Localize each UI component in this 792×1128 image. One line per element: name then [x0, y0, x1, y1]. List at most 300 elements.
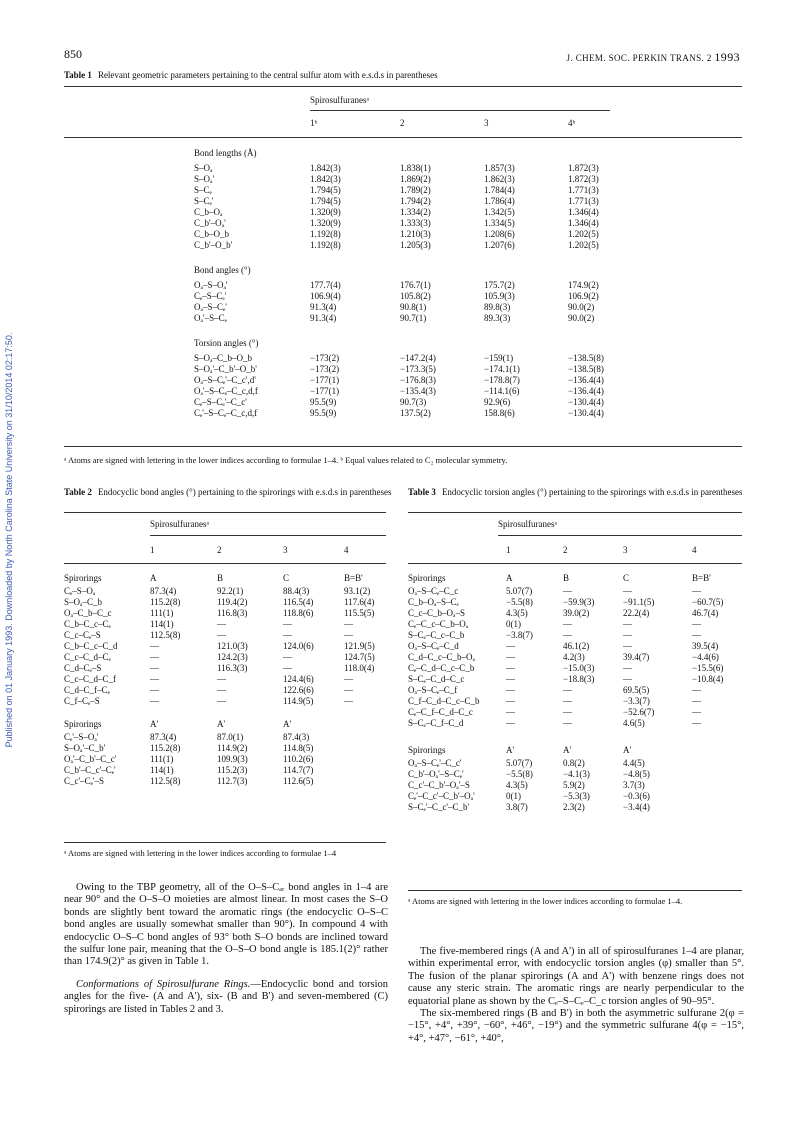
- table1-column-headers: [0, 118, 792, 130]
- table1-cell: −114.1(6): [484, 386, 520, 396]
- table1-cell: −174.1(1): [484, 364, 520, 374]
- table1-row-label: S–Oₐ': [194, 174, 215, 184]
- table1-row-label: S–Cₑ': [194, 196, 214, 206]
- table3-block-head: Spirorings: [408, 745, 446, 755]
- table3-cell: −3.8(7): [506, 630, 533, 640]
- table1-cell: 1.786(4): [484, 196, 515, 206]
- table2-cell: 111(1): [150, 754, 174, 764]
- table1-cell: 1.192(8): [310, 229, 341, 239]
- table2-cell: —: [150, 685, 159, 695]
- table1-row-label: S–Cₑ: [194, 185, 212, 195]
- table1-cell: 1.342(5): [484, 207, 515, 217]
- table1-cell: 1.334(5): [484, 218, 515, 228]
- table2-cell: 117.6(4): [344, 597, 375, 607]
- table1-cell: 1.869(2): [400, 174, 431, 184]
- table2-cell: S–Oₐ–C_b: [64, 597, 102, 607]
- table2-cell: 87.0(1): [217, 732, 244, 742]
- table1-cell: 106.9(2): [568, 291, 599, 301]
- table3-cell: Cₑ–C_f–C_d–C_c: [408, 707, 473, 717]
- table2-cell: —: [344, 685, 353, 695]
- table3-cell: 46.1(2): [563, 641, 590, 651]
- table3-cell: 4.4(5): [623, 758, 645, 768]
- table2-cell: C_c–Cₑ–S: [64, 630, 101, 640]
- table1-row-label: Oₐ–S–Cₑ'–C_c',d': [194, 375, 256, 385]
- table1-cell: −159(1): [484, 353, 514, 363]
- table3-cell: —: [623, 674, 632, 684]
- table1-row-label: Oₐ–S–Cₑ': [194, 302, 227, 312]
- table2-label: Table 2: [64, 487, 92, 497]
- table2-cell: 112.5(8): [150, 776, 181, 786]
- table1-row-label: C_b–Oₐ: [194, 207, 223, 217]
- table1-cell: 92.9(6): [484, 397, 511, 407]
- table3-cell: −60.7(5): [692, 597, 724, 607]
- table3-cell: —: [506, 652, 515, 662]
- table1-cell: 91.3(4): [310, 313, 337, 323]
- table1-row-label: C_b'–Oₐ': [194, 218, 226, 228]
- table3-cell: S–Cₑ–C_d–C_c: [408, 674, 465, 684]
- table2-group-header: Spirosulfuranesᵃ: [150, 519, 209, 529]
- table2-cell: 114(1): [150, 765, 174, 775]
- table2-cell: —: [217, 685, 226, 695]
- table1-row-label: S–Oₐ–C_b–O_b: [194, 353, 252, 363]
- table3-cell: C_c'–C_b'–Oₐ'–S: [408, 780, 470, 790]
- table1-cell: 1.346(4): [568, 207, 599, 217]
- table3-cell: −15.0(3): [563, 663, 595, 673]
- table3-cell: −3.4(4): [623, 802, 650, 812]
- table3-block-head: B: [563, 573, 570, 583]
- table1-cell: 174.9(2): [568, 280, 599, 290]
- table1-cell: −135.4(3): [400, 386, 436, 396]
- table3-top-rule: [408, 512, 742, 513]
- table1-cell: 1.794(5): [310, 185, 341, 195]
- table3-cell: C_c–C_b–Oₐ–S: [408, 608, 465, 618]
- table2-cell: C_b–C_c–Cₑ: [64, 619, 111, 629]
- table2-cell: C_d–C_f–Cₑ: [64, 685, 110, 695]
- table2-cell: 112.6(5): [283, 776, 314, 786]
- table2-cell: 116.5(4): [283, 597, 314, 607]
- table3-cell: −15.5(6): [692, 663, 724, 673]
- table2-cell: —: [283, 630, 292, 640]
- section-heading: Conformations of Spirosulfurane Rings.: [76, 978, 251, 990]
- table1-cell: 177.7(4): [310, 280, 341, 290]
- table2-cell: 119.4(2): [217, 597, 248, 607]
- table2-cell: —: [150, 663, 159, 673]
- table2-caption-text: Endocyclic bond angles (°) pertaining to the spirorings with e.s.d.s in parentheses: [97, 487, 392, 497]
- table3-label: Table 3: [408, 487, 436, 497]
- table2-cell: C_f–Cₑ–S: [64, 696, 100, 706]
- table1-section-title: Torsion angles (°): [194, 338, 259, 348]
- table1-row-label: Cₑ–S–Cₑ': [194, 291, 227, 301]
- table3-cell: —: [623, 630, 632, 640]
- right-paragraph-2: The six-membered rings (B and B') in both the asymmetric sulfurane 2(φ = −15°, +4°, +39°, −60°, +46°, −19°) and the symmetric sulfurane 4(φ = −15°, +4°, +47°, −61°, +40°,: [408, 1008, 744, 1044]
- table3-cell: —: [623, 586, 632, 596]
- t2-col-header: 1: [150, 545, 155, 555]
- table3-cell: —: [563, 718, 572, 728]
- table3-cell: 4.3(5): [506, 780, 528, 790]
- table3-cell: Cₑ–C_c–C_b–Oₐ: [408, 619, 469, 629]
- table3-cell: —: [563, 586, 572, 596]
- table1-cell: 1.320(9): [310, 218, 341, 228]
- table1-cell: 90.7(3): [400, 397, 427, 407]
- table1-cell: 175.7(2): [484, 280, 515, 290]
- table3-block-head: A': [623, 745, 632, 755]
- table2-cell: 110.2(6): [283, 754, 314, 764]
- table2-cell: 114.9(5): [283, 696, 314, 706]
- table3-group-header: Spirosulfuranesᵃ: [498, 519, 557, 529]
- table1-cell: 1.334(2): [400, 207, 431, 217]
- table3-block-head: A': [563, 745, 572, 755]
- table3-cell: 22.2(4): [623, 608, 650, 618]
- table1-cell: 95.5(9): [310, 408, 337, 418]
- journal-year: 1993: [714, 50, 740, 64]
- t2-col-header: 3: [283, 545, 288, 555]
- table2-cell: S–Oₐ'–C_b': [64, 743, 106, 753]
- table2-cell: 124.4(6): [283, 674, 314, 684]
- table3-block-head: B=B': [692, 573, 711, 583]
- table2-cell: 114.9(2): [217, 743, 248, 753]
- table1-cell: 1.346(4): [568, 218, 599, 228]
- table1-row-label: C_b–O_b: [194, 229, 230, 239]
- table1-section-title: Bond lengths (Å): [194, 148, 257, 158]
- table3-cell: S–Cₑ–C_c–C_b: [408, 630, 465, 640]
- table3-block-head: A': [506, 745, 515, 755]
- table1-cell: −138.5(8): [568, 353, 604, 363]
- table3-cell: −18.8(3): [563, 674, 595, 684]
- table2-cell: 93.1(2): [344, 586, 371, 596]
- table2-cell: —: [344, 696, 353, 706]
- table1-cell: 1.771(3): [568, 196, 599, 206]
- page-number: 850: [64, 47, 82, 61]
- table1-col-header: 3: [484, 118, 489, 128]
- table2-cell: 121.9(5): [344, 641, 375, 651]
- table2-cell: 111(1): [150, 608, 174, 618]
- table3-cell: —: [692, 630, 701, 640]
- table2-cell: 114(1): [150, 619, 174, 629]
- table2-cell: —: [344, 619, 353, 629]
- table3-cell: —: [563, 707, 572, 717]
- t3-col-header: 4: [692, 545, 697, 555]
- table3-cell: −3.3(7): [623, 696, 650, 706]
- table1-cell: −177(1): [310, 375, 340, 385]
- table1-row-label: Cₑ'–S–Cₑ–C_c,d,f: [194, 408, 258, 418]
- table1-cell: 158.8(6): [484, 408, 515, 418]
- table1-cell: 1.862(3): [484, 174, 515, 184]
- table1-cell: −173(2): [310, 364, 340, 374]
- table1-row-label: Oₐ–S–Oₐ': [194, 280, 228, 290]
- table3-cell: −4.4(6): [692, 652, 719, 662]
- table2-cell: 118.0(4): [344, 663, 375, 673]
- table3-cell: —: [506, 641, 515, 651]
- t2-col-header: 2: [217, 545, 222, 555]
- table2-cell: —: [150, 641, 159, 651]
- table3-cell: −10.8(4): [692, 674, 724, 684]
- table3-cell: 4.3(5): [506, 608, 528, 618]
- table3-cell: 4.2(3): [563, 652, 585, 662]
- table1-cell: 1.771(3): [568, 185, 599, 195]
- table3-cell: 39.5(4): [692, 641, 719, 651]
- table1-cell: 105.9(3): [484, 291, 515, 301]
- t3-col-header: 1: [506, 545, 511, 555]
- table1-cell: 90.8(1): [400, 302, 427, 312]
- table2-cell: —: [217, 630, 226, 640]
- table3-cell: 39.4(7): [623, 652, 650, 662]
- table2-cell: —: [150, 674, 159, 684]
- table2-cell: 87.4(3): [283, 732, 310, 742]
- table1-cell: 137.5(2): [400, 408, 431, 418]
- table3-block-head: C: [623, 573, 630, 583]
- table1-cell: −178.8(7): [484, 375, 520, 385]
- table3-cell: −59.9(3): [563, 597, 595, 607]
- table2-cell: 121.0(3): [217, 641, 248, 651]
- table3-cell: —: [692, 685, 701, 695]
- table3-cell: —: [563, 630, 572, 640]
- table2-cell: 115.5(5): [344, 608, 375, 618]
- table3-cell: −5.3(3): [563, 791, 590, 801]
- table2-cell: —: [344, 674, 353, 684]
- table3-cell: C_b'–Oₐ'–S–Cₑ': [408, 769, 464, 779]
- table2-cell: 112.7(3): [217, 776, 248, 786]
- table1-col-header: 4ᵇ: [568, 118, 576, 128]
- table3-cell: 0(1): [506, 619, 521, 629]
- table1-cell: 1.794(2): [400, 196, 431, 206]
- t2-col-header: 4: [344, 545, 349, 555]
- table2-block-head: B=B': [344, 573, 363, 583]
- table3-cell: −4.8(5): [623, 769, 650, 779]
- table2-cell: 112.5(8): [150, 630, 181, 640]
- table3-cell: —: [563, 685, 572, 695]
- table1-cell: 90.0(2): [568, 302, 595, 312]
- table3-block-head: A: [506, 573, 513, 583]
- table1-cell: 176.7(1): [400, 280, 431, 290]
- table3-cell: −5.5(8): [506, 769, 533, 779]
- table3-block-head: Spirorings: [408, 573, 446, 583]
- table1-cell: 1.842(3): [310, 163, 341, 173]
- table3-cell: —: [623, 619, 632, 629]
- left-paragraph-1: Owing to the TBP geometry, all of the O–S–Cₐᵣ bond angles in 1–4 are near 90° and the O–S–O moieties are almost linear. In most cases the S–O bonds are slightly bent toward the aromatic rings (the endocyclic O–S–C bond angles are usually somewhat smaller than 90°). In compound 4 with endocyclic O–S–C bond angles of 93° both S–O bonds are inclined toward the sulfur lone pair, meaning that the O–S–O bond angle is 185.1(2)° rather than 174.9(2)° as given in Table 1.: [64, 882, 388, 968]
- table3-cell: S–Cₑ'–C_c'–C_b': [408, 802, 470, 812]
- table3-column-headers: [0, 545, 792, 557]
- table3-footnote: ᵃ Atoms are signed with lettering in the lower indices according to formulae 1–4.: [408, 896, 683, 906]
- table3-cell: Cₑ–C_d–C_c–C_b: [408, 663, 475, 673]
- table1-header-rule: [64, 137, 742, 138]
- table2-cell: 114.8(5): [283, 743, 314, 753]
- table1-cell: 1.857(3): [484, 163, 515, 173]
- left-paragraph-2-text: —Endocyclic bond and torsion angles for the five- (A and A'), six- (B and B') and seven-membered (C) spirorings are listed in Tables 2 and 3.: [64, 978, 388, 1015]
- table2-bottom-rule: [64, 842, 386, 843]
- table3-cell: —: [506, 696, 515, 706]
- table1-row-label: Cₑ–S–Cₑ'–C_c': [194, 397, 247, 407]
- table2-cell: Cₑ'–S–Oₐ': [64, 732, 99, 742]
- table1-caption-text: Relevant geometric parameters pertaining to the central sulfur atom with e.s.d.s in parentheses: [97, 70, 438, 80]
- t3-col-header: 3: [623, 545, 628, 555]
- right-paragraph-1: The five-membered rings (A and A') in all of spirosulfuranes 1–4 are planar, within experimental error, with endocyclic torsion angles (φ) smaller than 5°. The fusion of the planar spirorings (A and A') with benzene rings does not cause any steric strain. The aromatic rings are nearly perpendicular to the equatorial plane as shown by the Cₑ–S–Cₑ–C_c torsion angles of 90–95°.: [408, 946, 744, 1007]
- table3-group-rule: [498, 535, 742, 536]
- table1-cell: 1.784(4): [484, 185, 515, 195]
- table1-cell: 1.794(5): [310, 196, 341, 206]
- table1-cell: 89.3(3): [484, 313, 511, 323]
- table2-cell: C_c'–Cₑ'–S: [64, 776, 105, 786]
- table2-block-head: C: [283, 573, 290, 583]
- table2-cell: C_d–Cₑ–S: [64, 663, 102, 673]
- table3-cell: −91.1(5): [623, 597, 655, 607]
- table3-bottom-rule: [408, 890, 742, 891]
- table2-top-rule: [64, 512, 386, 513]
- table3-cell: Cₑ'–C_c'–C_b'–Oₐ': [408, 791, 475, 801]
- table2-cell: —: [217, 674, 226, 684]
- table1-cell: 1.333(3): [400, 218, 431, 228]
- table2-block-head: A': [217, 719, 226, 729]
- table2-group-rule: [150, 535, 386, 536]
- table2-block-head: B: [217, 573, 224, 583]
- table1-label: Table 1: [64, 70, 92, 80]
- table3-cell: —: [506, 674, 515, 684]
- table1-cell: 1.205(3): [400, 240, 431, 250]
- table2-cell: 124.2(3): [217, 652, 248, 662]
- table1-cell: −136.4(4): [568, 386, 604, 396]
- table3-caption-text: Endocyclic torsion angles (°) pertaining to the spirorings with e.s.d.s in parentheses: [441, 487, 743, 497]
- table1-section-title: Bond angles (°): [194, 265, 251, 275]
- sidebar-download-note: [0, 180, 18, 900]
- table2-cell: —: [283, 652, 292, 662]
- table1-caption: [64, 70, 744, 81]
- table3-cell: 4.6(5): [623, 718, 645, 728]
- table1-cell: −136.4(4): [568, 375, 604, 385]
- table3-cell: 0(1): [506, 791, 521, 801]
- table2-cell: —: [283, 619, 292, 629]
- table1-cell: 1.202(5): [568, 240, 599, 250]
- table2-cell: 115.2(3): [217, 765, 248, 775]
- table1-bottom-rule: [64, 446, 742, 447]
- table2-cell: 87.3(4): [150, 732, 177, 742]
- table1-row-label: C_b'–O_b': [194, 240, 233, 250]
- table3-cell: —: [692, 586, 701, 596]
- table3-cell: −5.5(8): [506, 597, 533, 607]
- table3-header-rule: [408, 563, 742, 564]
- table2-cell: C_b–C_c–C_d: [64, 641, 118, 651]
- table3-cell: —: [692, 718, 701, 728]
- table1-cell: 1.842(3): [310, 174, 341, 184]
- table1-cell: −147.2(4): [400, 353, 436, 363]
- table3-cell: —: [506, 663, 515, 673]
- table3-cell: —: [692, 707, 701, 717]
- table3-cell: C_f–C_d–C_c–C_b: [408, 696, 480, 706]
- table2-cell: Oₐ'–C_b'–C_c': [64, 754, 117, 764]
- table2-cell: —: [217, 619, 226, 629]
- table1-footnote: ᵃ Atoms are signed with lettering in the lower indices according to formulae 1–4. ᵇ Equal values related to C₂ molecular symmetry.: [64, 455, 508, 465]
- table2-cell: Cₑ–S–Oₐ: [64, 586, 96, 596]
- table3-caption: [408, 487, 744, 498]
- right-column-text: [408, 946, 744, 1045]
- table3-cell: —: [692, 619, 701, 629]
- table1-cell: 1.192(8): [310, 240, 341, 250]
- table2-footnote: ᵃ Atoms are signed with lettering in the lower indices according to formulae 1–4: [64, 848, 337, 858]
- table3-cell: Oₐ–S–Cₑ–C_c: [408, 586, 459, 596]
- table1-cell: 105.8(2): [400, 291, 431, 301]
- table3-cell: —: [506, 718, 515, 728]
- table1-row-label: S–Oₐ'–C_b'–O_b': [194, 364, 257, 374]
- table1-cell: 1.208(6): [484, 229, 515, 239]
- left-column-text: [64, 882, 388, 1016]
- table1-row-label: S–Oₐ: [194, 163, 213, 173]
- table2-header-rule: [64, 563, 386, 564]
- table3-cell: —: [506, 685, 515, 695]
- table1-cell: 1.872(3): [568, 174, 599, 184]
- table2-cell: 124.7(5): [344, 652, 375, 662]
- journal-name: J. CHEM. SOC. PERKIN TRANS. 2: [566, 53, 712, 63]
- table2-cell: 115.2(8): [150, 743, 181, 753]
- table2-cell: C_b'–C_c'–Cₑ': [64, 765, 116, 775]
- table2-cell: 109.9(3): [217, 754, 248, 764]
- table1-cell: −130.4(4): [568, 408, 604, 418]
- table3-cell: C_b–Oₐ–S–Cₑ: [408, 597, 459, 607]
- table2-cell: 114.7(7): [283, 765, 314, 775]
- table1-cell: 91.3(4): [310, 302, 337, 312]
- table1-cell: 90.7(1): [400, 313, 427, 323]
- table3-cell: 0.8(2): [563, 758, 585, 768]
- table2-cell: Oₐ–C_b–C_c: [64, 608, 112, 618]
- table3-cell: —: [623, 663, 632, 673]
- table3-cell: Oₐ–S–Cₑ'–C_c': [408, 758, 462, 768]
- table3-cell: —: [623, 641, 632, 651]
- table1-group-rule: [310, 110, 610, 111]
- table3-cell: −0.3(6): [623, 791, 650, 801]
- table2-cell: —: [283, 663, 292, 673]
- table1-cell: −177(1): [310, 386, 340, 396]
- table3-cell: Oₐ–S–Cₑ–C_f: [408, 685, 458, 695]
- table2-cell: —: [344, 630, 353, 640]
- table3-cell: 3.7(3): [623, 780, 645, 790]
- table1-cell: 106.9(4): [310, 291, 341, 301]
- table2-cell: 87.3(4): [150, 586, 177, 596]
- table3-cell: −52.6(7): [623, 707, 655, 717]
- table2-cell: 124.0(6): [283, 641, 314, 651]
- table3-cell: 46.7(4): [692, 608, 719, 618]
- table3-cell: S–Cₑ–C_f–C_d: [408, 718, 464, 728]
- table3-cell: 69.5(5): [623, 685, 650, 695]
- table1-cell: 1.872(3): [568, 163, 599, 173]
- table3-cell: —: [692, 696, 701, 706]
- table1-col-header: 1ᵇ: [310, 118, 318, 128]
- table1-row-label: Oₐ'–S–Cₑ: [194, 313, 227, 323]
- table3-cell: —: [563, 619, 572, 629]
- table2-cell: 92.2(1): [217, 586, 244, 596]
- journal-header: [567, 50, 740, 65]
- table3-cell: 5.07(7): [506, 758, 533, 768]
- table1-cell: 1.320(9): [310, 207, 341, 217]
- table1-cell: −130.4(4): [568, 397, 604, 407]
- table1-cell: 95.5(9): [310, 397, 337, 407]
- table2-cell: —: [150, 652, 159, 662]
- table2-cell: 88.4(3): [283, 586, 310, 596]
- table3-cell: 39.0(2): [563, 608, 590, 618]
- table2-cell: 116.8(3): [217, 608, 248, 618]
- table1-cell: −173.3(5): [400, 364, 436, 374]
- table1-top-rule: [64, 86, 742, 87]
- table1-col-header: 2: [400, 118, 405, 128]
- table3-cell: −4.1(3): [563, 769, 590, 779]
- table2-cell: C_c–C_d–C_f: [64, 674, 117, 684]
- table2-cell: C_c–C_d–Cₑ: [64, 652, 111, 662]
- table3-cell: —: [506, 707, 515, 717]
- table1-cell: 1.789(2): [400, 185, 431, 195]
- table2-cell: 118.8(6): [283, 608, 314, 618]
- table1-cell: −138.5(8): [568, 364, 604, 374]
- table2-block-head: Spirorings: [64, 573, 102, 583]
- table2-cell: 122.6(6): [283, 685, 314, 695]
- table3-cell: 2.3(2): [563, 802, 585, 812]
- table1-row-label: Oₐ'–S–Cₑ–C_c,d,f: [194, 386, 258, 396]
- download-note-text: Published on 01 January 1993. Downloaded by North Carolina State University on 31/10/2014 02:17:50.: [4, 332, 14, 748]
